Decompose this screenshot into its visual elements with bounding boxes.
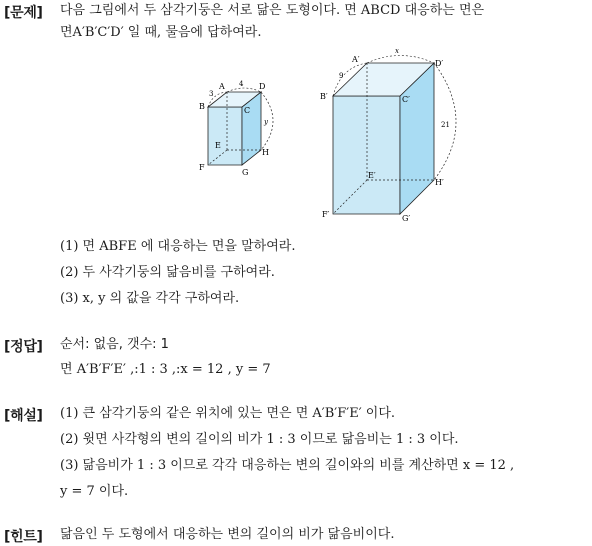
small-edge-4: 4 — [239, 80, 244, 88]
large-label-H: H′ — [435, 178, 444, 187]
small-edge-y: y — [264, 118, 268, 126]
small-label-D: D — [259, 82, 266, 91]
small-label-E: E — [215, 141, 221, 150]
large-prism — [320, 47, 456, 223]
large-edge-x: x — [395, 47, 399, 55]
problem-text-line2: 면A′B′C′D′ 일 때, 물음에 답하여라. — [60, 25, 262, 40]
hint-text: 닮음인 두 도형에서 대응하는 변의 길이의 비가 닮음비이다. — [60, 527, 395, 542]
small-label-B: B — [199, 102, 205, 111]
explanation-line-4: y = 7 이다. — [60, 484, 129, 499]
explanation-line-1: (1) 큰 삼각기둥의 같은 위치에 있는 면은 면 A′B′F′E′ 이다. — [60, 406, 396, 421]
small-label-A: A — [219, 82, 225, 91]
explanation-tag: [해설] — [4, 408, 43, 424]
large-edge-9: 9 — [339, 72, 344, 80]
question-2: (2) 두 사각기둥의 닮음비를 구하여라. — [60, 265, 275, 280]
explanation-line-2: (2) 윗면 사각형의 변의 길이의 비가 1 : 3 이므로 닮음비는 1 : 3 이다. — [60, 432, 459, 447]
problem-text-line1: 다음 그림에서 두 삼각기둥은 서로 닮은 도형이다. 면 ABCD 대응하는 면은 — [60, 3, 485, 18]
large-label-A: A′ — [352, 55, 360, 64]
answer-meta: 순서: 없음, 갯수: 1 — [60, 337, 169, 352]
problem-tag: [문제] — [4, 5, 43, 21]
small-edge-3: 3 — [209, 90, 214, 98]
large-label-F: F′ — [322, 210, 330, 219]
large-label-C: C′ — [402, 95, 410, 104]
question-1: (1) 면 ABFE 에 대응하는 면을 말하여라. — [60, 239, 296, 254]
question-3: (3) x, y 의 값을 각각 구하여라. — [60, 291, 240, 306]
answer-tag: [정답] — [4, 339, 43, 355]
small-label-F: F — [199, 163, 205, 172]
small-prism — [199, 80, 273, 177]
answer-values: 면 A′B′F′E′ ,:1 : 3 ,:x = 12 , y = 7 — [60, 362, 271, 377]
large-label-E: E′ — [368, 171, 376, 180]
large-label-D: D′ — [435, 59, 444, 68]
large-label-G: G′ — [402, 214, 411, 223]
large-label-B: B′ — [320, 92, 328, 101]
small-label-C: C — [244, 106, 251, 115]
large-edge-21: 21 — [441, 121, 450, 129]
small-label-G: G — [242, 168, 249, 177]
explanation-line-3: (3) 닮음비가 1 : 3 이므로 각각 대응하는 변의 길이와의 비를 계산하면 x = 12 , — [60, 458, 515, 473]
small-label-H: H — [262, 148, 269, 157]
hint-tag: [힌트] — [4, 529, 43, 545]
